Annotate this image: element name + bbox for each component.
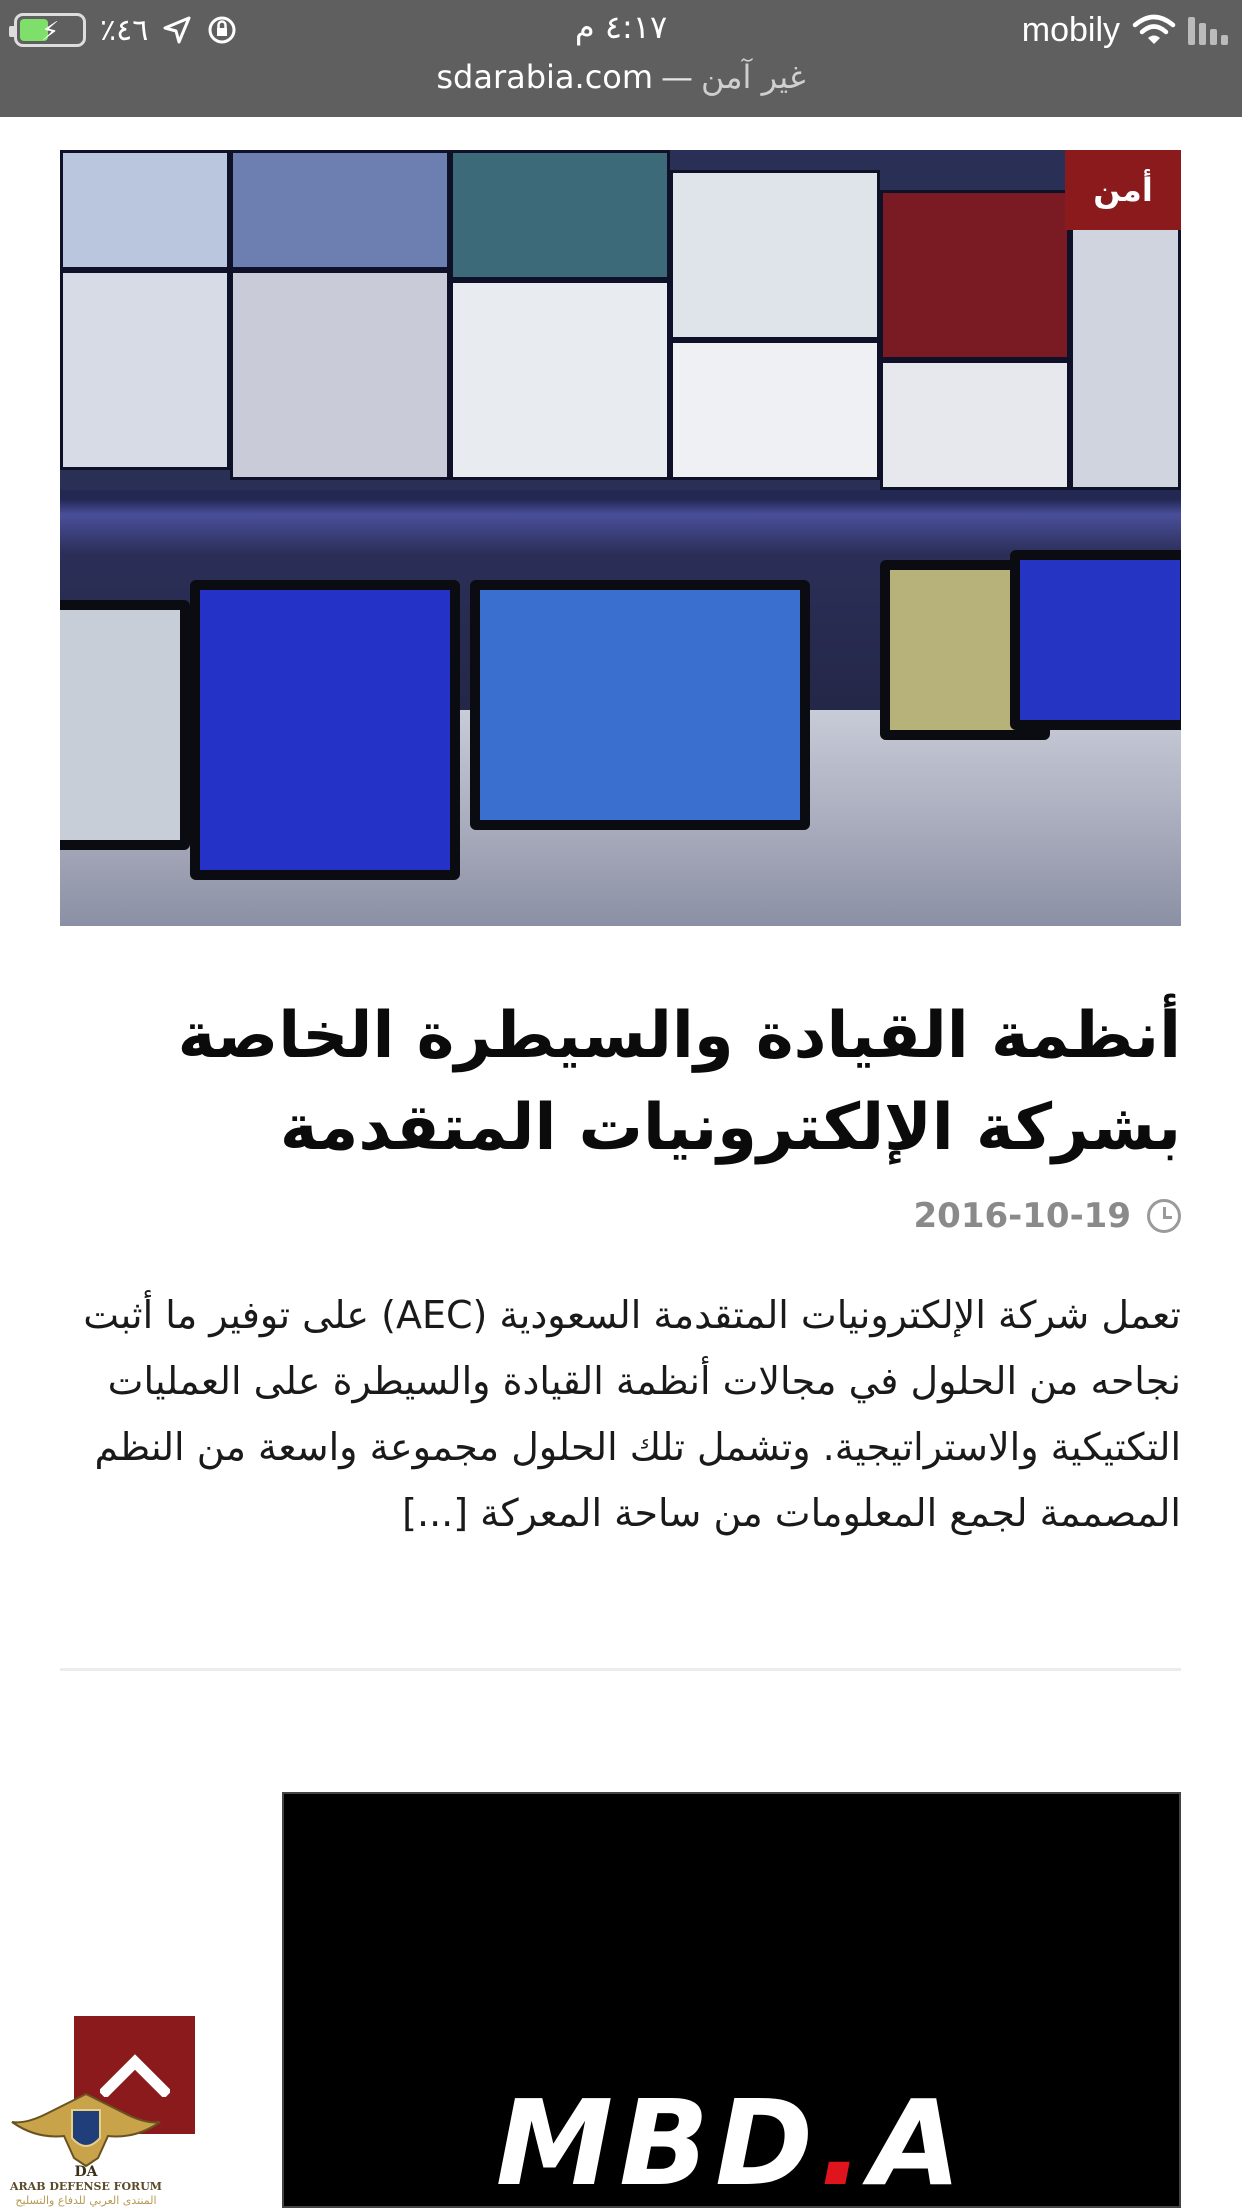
video-wall [60,150,1181,490]
wifi-icon [1132,13,1176,47]
address-bar[interactable] [0,58,1242,106]
mbda-logo: MBD.A [495,2074,968,2208]
monitor [60,600,190,850]
article-featured-image[interactable] [60,150,1181,926]
watermark-english: ARAB DEFENSE FORUM [10,2180,162,2193]
clock-icon [1147,1199,1181,1233]
status-bar [0,0,1242,60]
category-badge[interactable]: أمن [1065,150,1181,230]
battery-percent: ٪٤٦ [100,12,149,48]
article-divider [60,1668,1181,1671]
article-title[interactable]: أنظمة القيادة والسيطرة الخاصة بشركة الإلكترونيات المتقدمة [177,999,1181,1165]
article-date [914,1194,1181,1238]
svg-text:DA: DA [74,2164,98,2180]
date-text: 2016-10-19 [913,1196,1131,1236]
browser-chrome [0,0,1242,117]
monitor [1010,550,1181,730]
status-right-group [1022,10,1228,50]
watermark-logo [6,2084,166,2208]
eagle-emblem-icon [6,2084,166,2180]
url-domain: sdarabia.com [436,58,654,96]
article-2-image[interactable] [282,1792,1181,2208]
watermark-arabic: المنتدى العربي للدفاع والتسليح [15,2194,157,2207]
monitor [190,580,460,880]
monitor [470,580,810,830]
signal-strength-icon [1188,15,1228,45]
status-time: ٤:١٧ م [574,8,668,46]
url-separator: — [661,58,694,96]
security-status: غير آمن [701,58,806,96]
article-excerpt: تعمل شركة الإلكترونيات المتقدمة السعودية (AEC) على توفير ما أثبت نجاحه من الحلول في مجالات أنظمة القيادة والسيطرة على العمليات التكتيكية والاستراتيجية. وتشمل تلك الحلول مجموعة واسعة من النظم المصممة لجمع المعلومات من ساحة المعركة [...] [83,1293,1181,1535]
carrier-name: mobily [1021,10,1120,49]
charging-bolt-icon: ⚡ [41,17,60,47]
